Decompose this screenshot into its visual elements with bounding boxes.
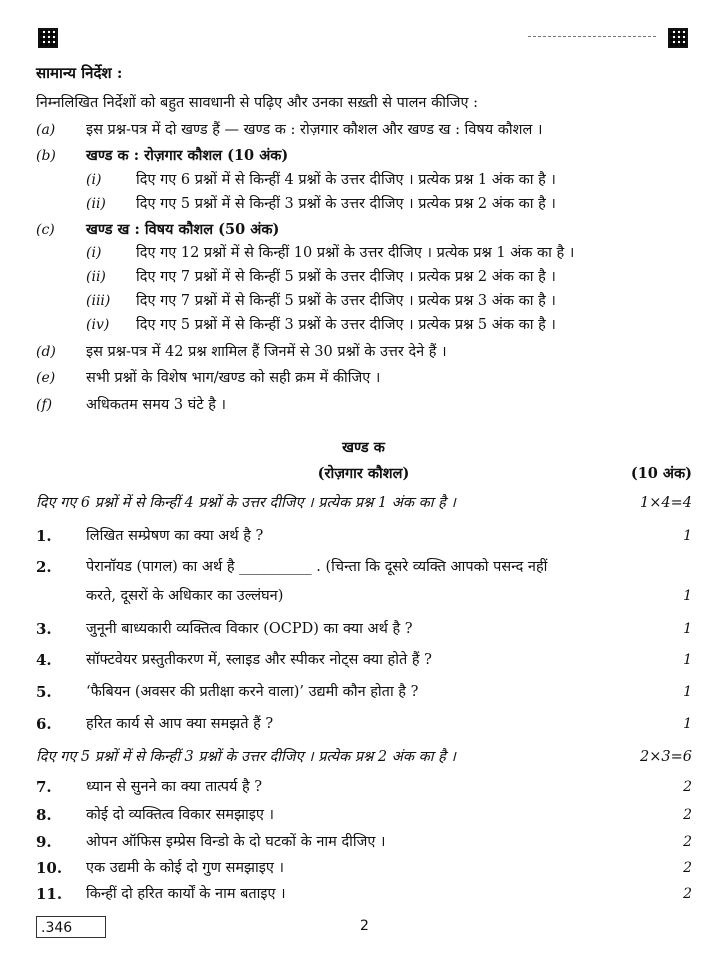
instruction-label: (c) bbox=[36, 222, 55, 238]
question-marks: 2 bbox=[683, 779, 692, 795]
instructions-intro: निम्नलिखित निर्देशों को बहुत सावधानी से पढ़िए और उनका सख़्ती से पालन कीजिए : bbox=[36, 95, 479, 111]
question-marks: 2 bbox=[683, 886, 692, 902]
question-marks: 1 bbox=[683, 652, 692, 668]
instruction-label: (f) bbox=[36, 397, 53, 413]
instruction-text: खण्ड क : रोज़गार कौशल (10 अंक) bbox=[86, 147, 289, 164]
question-number: 10. bbox=[36, 859, 63, 877]
header-dashed-line bbox=[528, 36, 656, 37]
instruction-label: (b) bbox=[36, 148, 56, 164]
instruction-text: सभी प्रश्नों के विशेष भाग/खण्ड को सही क्रम में कीजिए । bbox=[86, 370, 381, 386]
question-number: 11. bbox=[36, 885, 63, 903]
question-text-continued: करते, दूसरों के अधिकार का उल्लंघन) bbox=[86, 588, 284, 604]
instruction-label: (d) bbox=[36, 344, 56, 360]
instruction-text: दिए गए 5 प्रश्नों में से किन्हीं 3 प्रश्नों के उत्तर दीजिए । प्रत्येक प्रश्न 5 अंक का है । bbox=[136, 317, 556, 333]
instruction-text: इस प्रश्न-पत्र में दो खण्ड हैं — खण्ड क : रोज़गार कौशल और खण्ड ख : विषय कौशल । bbox=[86, 122, 543, 138]
question-text: कोई दो व्यक्तित्व विकार समझाइए । bbox=[86, 807, 275, 823]
instruction-label: (i) bbox=[86, 245, 102, 261]
question-marks: 2 bbox=[683, 807, 692, 823]
qr-code-left-icon bbox=[38, 28, 58, 48]
question-text: लिखित सम्प्रेषण का क्या अर्थ है ? bbox=[86, 528, 264, 544]
question-marks: 1 bbox=[683, 716, 692, 732]
question-text: ध्यान से सुनने का क्या तात्पर्य है ? bbox=[86, 779, 263, 795]
instruction-text: इस प्रश्न-पत्र में 42 प्रश्न शामिल हैं जिनमें से 30 प्रश्नों के उत्तर देने हैं । bbox=[86, 344, 447, 360]
instruction-text: दिए गए 12 प्रश्नों में से किन्हीं 10 प्रश्नों के उत्तर दीजिए । प्रत्येक प्रश्न 1 अंक का है । bbox=[136, 245, 575, 261]
instruction-label: (a) bbox=[36, 122, 56, 138]
instruction-text: अधिकतम समय 3 घंटे है । bbox=[86, 397, 227, 413]
question-number: 2. bbox=[36, 558, 52, 576]
question-number: 3. bbox=[36, 620, 52, 638]
question-number: 4. bbox=[36, 651, 52, 669]
group-instruction: दिए गए 5 प्रश्नों में से किन्हीं 3 प्रश्नों के उत्तर दीजिए । प्रत्येक प्रश्न 2 अंक का है । bbox=[36, 749, 456, 765]
page-number: 2 bbox=[360, 918, 369, 934]
question-marks: 1 bbox=[683, 528, 692, 544]
question-text: किन्हीं दो हरित कार्यों के नाम बताइए । bbox=[86, 886, 286, 902]
question-number: 9. bbox=[36, 833, 52, 851]
instruction-label: (iv) bbox=[86, 317, 110, 333]
question-number: 1. bbox=[36, 527, 52, 545]
question-text: पेरानॉयड (पागल) का अर्थ है __________ . (चिन्ता कि दूसरे व्यक्ति आपको पसन्द नहीं bbox=[86, 559, 548, 575]
instruction-text: खण्ड ख : विषय कौशल (50 अंक) bbox=[86, 221, 280, 238]
group-marks: 2×3=6 bbox=[640, 749, 692, 765]
question-marks: 1 bbox=[683, 621, 692, 637]
question-number: 5. bbox=[36, 683, 52, 701]
section-marks: (10 अंक) bbox=[630, 465, 692, 482]
question-number: 6. bbox=[36, 715, 52, 733]
question-number: 8. bbox=[36, 806, 52, 824]
question-number: 7. bbox=[36, 778, 52, 796]
question-text: जुनूनी बाध्यकारी व्यक्तित्व विकार (OCPD) का क्या अर्थ है ? bbox=[86, 621, 413, 637]
question-marks: 2 bbox=[683, 834, 692, 850]
section-subtitle: (रोज़गार कौशल) bbox=[317, 465, 410, 482]
question-text: एक उद्यमी के कोई दो गुण समझाइए । bbox=[86, 860, 284, 876]
instruction-text: दिए गए 5 प्रश्नों में से किन्हीं 3 प्रश्नों के उत्तर दीजिए । प्रत्येक प्रश्न 2 अंक का है । bbox=[136, 196, 556, 212]
instruction-label: (iii) bbox=[86, 293, 111, 309]
instruction-label: (ii) bbox=[86, 269, 106, 285]
qr-code-right-icon bbox=[668, 28, 688, 48]
instruction-label: (i) bbox=[86, 172, 102, 188]
question-marks: 1 bbox=[683, 588, 692, 604]
question-text: सॉफ्टवेयर प्रस्तुतीकरण में, स्लाइड और स्पीकर नोट्स क्या होते हैं ? bbox=[86, 652, 432, 668]
question-text: ‘फैबियन (अवसर की प्रतीक्षा करने वाला)’ उद्यमी कौन होता है ? bbox=[86, 684, 419, 700]
group-marks: 1×4=4 bbox=[640, 495, 692, 511]
question-marks: 1 bbox=[683, 684, 692, 700]
instruction-text: दिए गए 7 प्रश्नों में से किन्हीं 5 प्रश्नों के उत्तर दीजिए । प्रत्येक प्रश्न 2 अंक का है । bbox=[136, 269, 556, 285]
group-instruction: दिए गए 6 प्रश्नों में से किन्हीं 4 प्रश्नों के उत्तर दीजिए । प्रत्येक प्रश्न 1 अंक का है । bbox=[36, 495, 456, 511]
section-title: खण्ड क bbox=[342, 439, 385, 456]
question-marks: 2 bbox=[683, 860, 692, 876]
paper-code-box: .346 bbox=[36, 916, 106, 938]
instructions-heading: सामान्य निर्देश : bbox=[36, 64, 123, 82]
instruction-label: (ii) bbox=[86, 196, 106, 212]
instruction-text: दिए गए 7 प्रश्नों में से किन्हीं 5 प्रश्नों के उत्तर दीजिए । प्रत्येक प्रश्न 3 अंक का है । bbox=[136, 293, 556, 309]
instruction-label: (e) bbox=[36, 370, 56, 386]
question-text: हरित कार्य से आप क्या समझते हैं ? bbox=[86, 716, 274, 732]
question-text: ओपन ऑफिस इम्प्रेस विन्डो के दो घटकों के नाम दीजिए । bbox=[86, 834, 386, 850]
instruction-text: दिए गए 6 प्रश्नों में से किन्हीं 4 प्रश्नों के उत्तर दीजिए । प्रत्येक प्रश्न 1 अंक का है । bbox=[136, 172, 556, 188]
